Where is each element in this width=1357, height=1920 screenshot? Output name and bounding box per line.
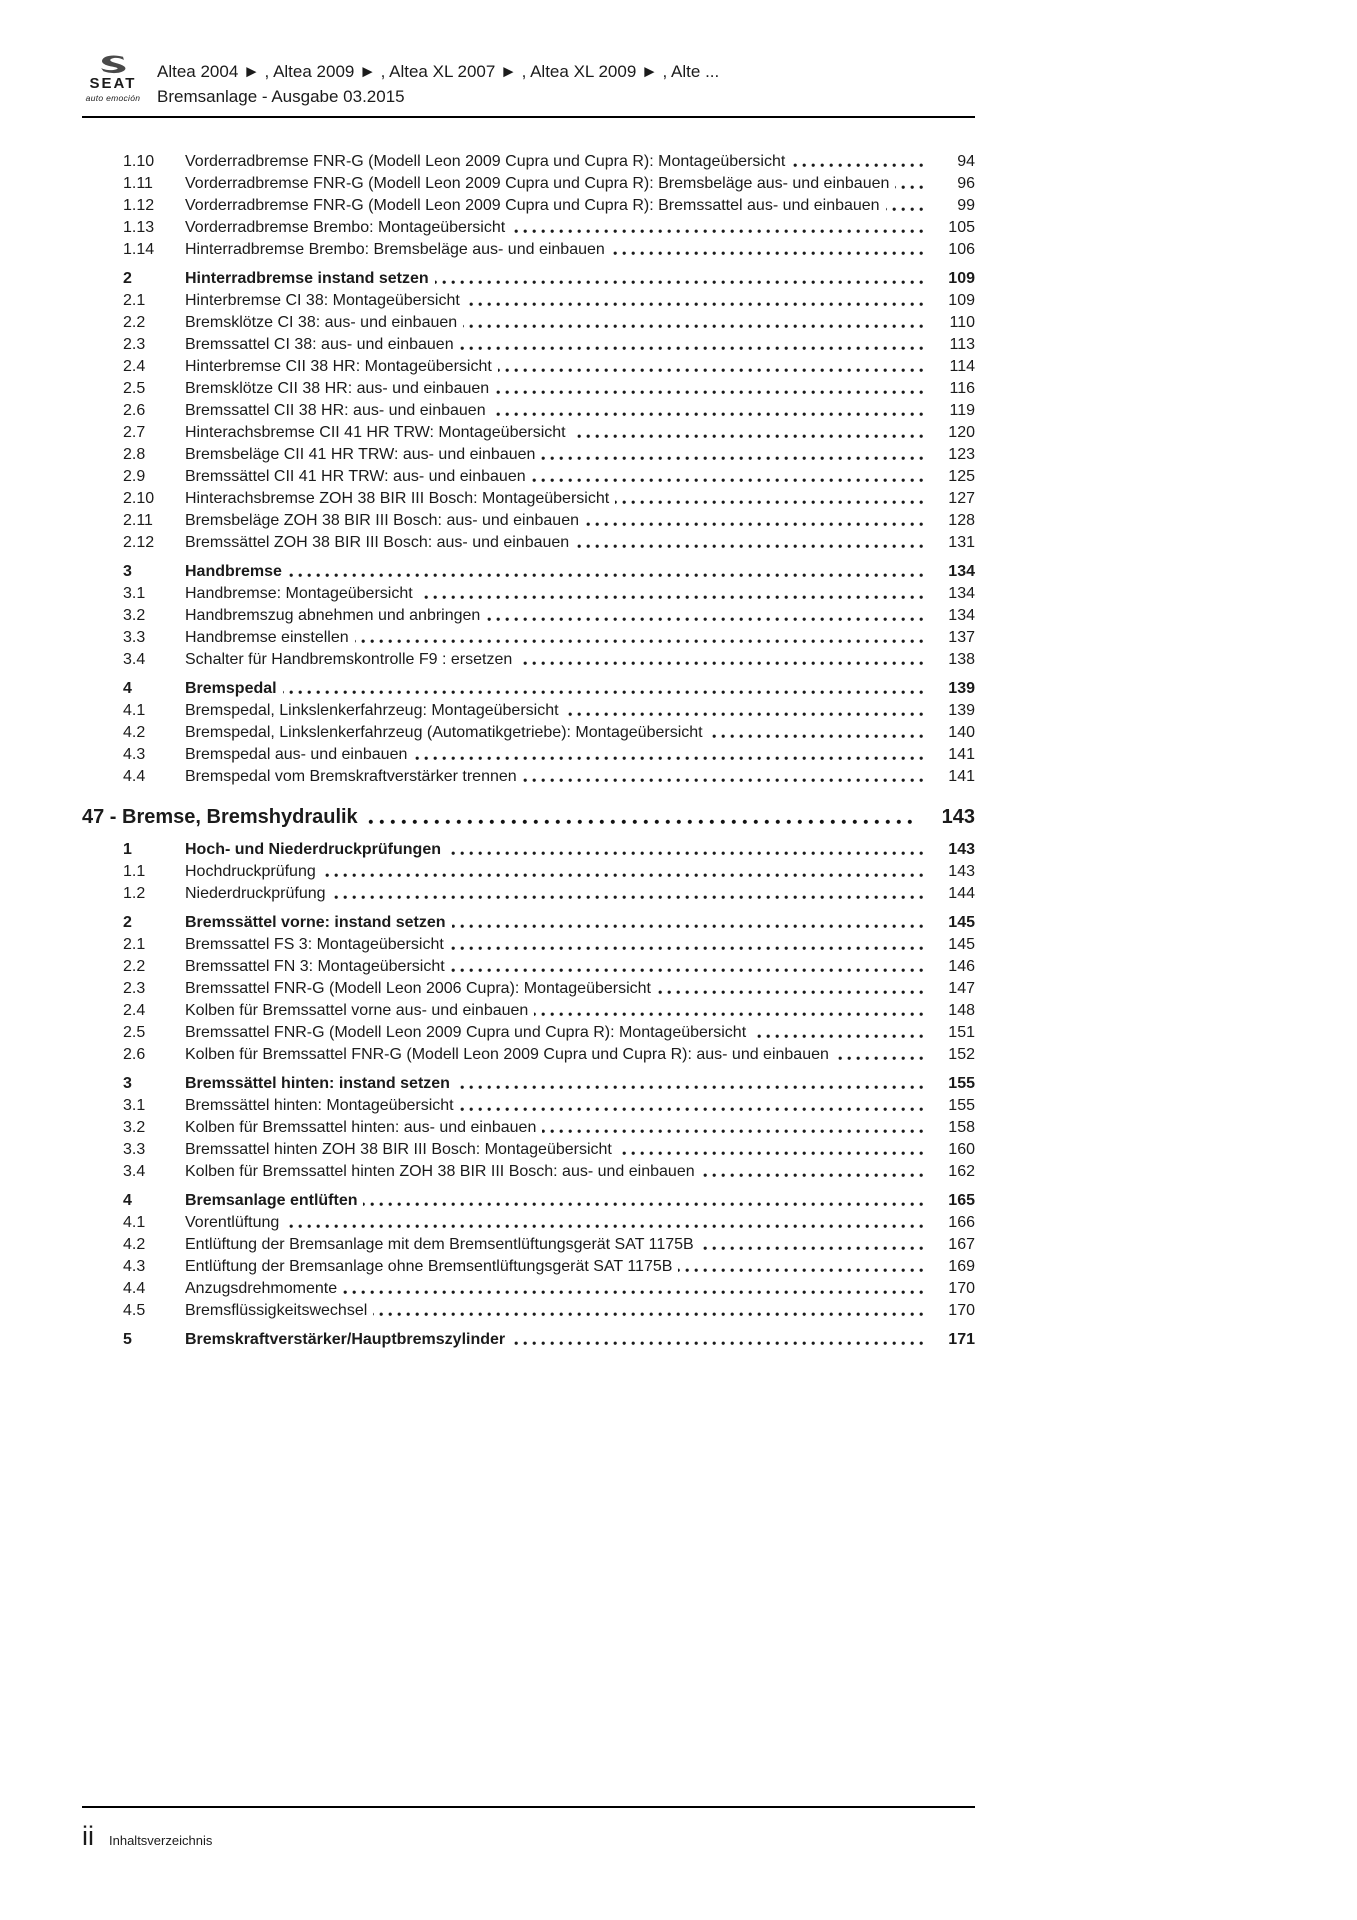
toc-entry-number: 3	[123, 561, 185, 583]
toc-entry-title: Hinterachsbremse CII 41 HR TRW: Montageübersicht	[185, 424, 572, 441]
toc-entry-page: 94	[923, 151, 975, 173]
toc-entry-title: Bremspedal vom Bremskraftverstärker trennen	[185, 768, 523, 785]
toc-entry-title-area	[185, 839, 923, 861]
toc-entry-number: 3.4	[123, 649, 185, 671]
toc-row	[82, 627, 975, 649]
toc-entry-title: Bremssättel hinten: instand setzen	[185, 1075, 456, 1092]
toc-entry-number: 2.2	[123, 312, 185, 334]
toc-entry-page: 131	[923, 532, 975, 554]
toc-entry-number: 1.14	[123, 239, 185, 261]
toc-row	[82, 934, 975, 956]
toc-entry-page: 170	[923, 1278, 975, 1300]
toc-entry-page: 144	[923, 883, 975, 905]
toc-entry-title-area	[185, 1300, 923, 1322]
toc-row	[82, 488, 975, 510]
toc-entry-page: 127	[923, 488, 975, 510]
toc-entry-number: 3.3	[123, 1139, 185, 1161]
toc-entry-title: Handbremszug abnehmen und anbringen	[185, 607, 486, 624]
toc-row	[82, 766, 975, 788]
toc-entry-title: Bremskraftverstärker/Hauptbremszylinder	[185, 1331, 511, 1348]
toc-entry-page: 162	[923, 1161, 975, 1183]
toc-entry-title-area	[185, 356, 923, 378]
toc-row	[82, 956, 975, 978]
toc-row	[82, 561, 975, 583]
toc-row	[82, 1161, 975, 1183]
toc-row	[82, 1256, 975, 1278]
toc-entry-title: Bremssattel FNR-G (Modell Leon 2006 Cupra): Montageübersicht	[185, 980, 657, 997]
toc-entry-number: 3.1	[123, 1095, 185, 1117]
toc-entry-title: Handbremse einstellen	[185, 629, 355, 646]
toc-entry-title: Kolben für Bremssattel hinten ZOH 38 BIR III Bosch: aus- und einbauen	[185, 1163, 701, 1180]
toc-entry-title: Bremssättel ZOH 38 BIR III Bosch: aus- und einbauen	[185, 534, 575, 551]
toc-entry-number: 2.5	[123, 1022, 185, 1044]
toc-entry-title-area	[185, 217, 923, 239]
footer-label: Inhaltsverzeichnis	[109, 1833, 213, 1848]
toc-row	[82, 912, 975, 934]
toc-row	[82, 1190, 975, 1212]
toc-entry-page: 128	[923, 510, 975, 532]
toc-entry-title: Bremsklötze CI 38: aus- und einbauen	[185, 314, 463, 331]
toc-row	[82, 400, 975, 422]
toc-entry-title: Bremsklötze CII 38 HR: aus- und einbauen	[185, 380, 495, 397]
toc-entry-title-area	[185, 1044, 923, 1066]
toc-entry-title: Bremssattel CII 38 HR: aus- und einbauen	[185, 402, 492, 419]
toc-entry-page: 114	[923, 356, 975, 378]
toc-entry-title-area	[185, 1073, 923, 1095]
toc-entry-title-area	[185, 956, 923, 978]
toc-entry-title: Bremssättel hinten: Montageübersicht	[185, 1097, 460, 1114]
seat-logo	[82, 54, 144, 103]
toc-entry-title: Hoch- und Niederdruckprüfungen	[185, 841, 447, 858]
toc-entry-page: 143	[917, 804, 975, 830]
toc-entry-title-area	[185, 195, 923, 217]
toc-entry-number: 1.2	[123, 883, 185, 905]
toc-entry-title-area	[185, 1095, 923, 1117]
toc-entry-number: 4.1	[123, 1212, 185, 1234]
toc-entry-title-area	[185, 744, 923, 766]
toc-entry-page: 169	[923, 1256, 975, 1278]
toc-entry-page: 109	[923, 268, 975, 290]
toc-entry-page: 119	[923, 400, 975, 422]
folio-page-number: ii	[82, 1821, 94, 1851]
page-content	[82, 0, 975, 1351]
toc-entry-page: 152	[923, 1044, 975, 1066]
toc-entry-page: 155	[923, 1095, 975, 1117]
toc-entry-page: 123	[923, 444, 975, 466]
toc-entry-title-area	[185, 378, 923, 400]
toc-entry-title: Bremspedal aus- und einbauen	[185, 746, 413, 763]
toc-entry-title-area	[185, 290, 923, 312]
toc-entry-number: 1.10	[123, 151, 185, 173]
toc-entry-number: 2.2	[123, 956, 185, 978]
toc-entry-number: 2.12	[123, 532, 185, 554]
toc-entry-number: 2.10	[123, 488, 185, 510]
header-text	[157, 54, 719, 109]
toc-entry-title: Kolben für Bremssattel vorne aus- und einbauen	[185, 1002, 534, 1019]
toc-row	[82, 217, 975, 239]
toc-entry-page: 109	[923, 290, 975, 312]
toc-row	[82, 151, 975, 173]
toc-entry-title-area	[82, 804, 917, 830]
toc-row	[82, 839, 975, 861]
toc-entry-title-area	[185, 1139, 923, 1161]
toc-entry-number: 3.2	[123, 605, 185, 627]
toc-entry-title: Bremssattel FNR-G (Modell Leon 2009 Cupra und Cupra R): Montageübersicht	[185, 1024, 752, 1041]
toc-entry-title: Vorderradbremse FNR-G (Modell Leon 2009 Cupra und Cupra R): Bremsbeläge aus- und einbauen	[185, 175, 895, 192]
toc-entry-title-area	[185, 912, 923, 934]
toc-entry-page: 96	[923, 173, 975, 195]
toc-entry-number: 4.4	[123, 1278, 185, 1300]
toc-entry-title: Bremssattel hinten ZOH 38 BIR III Bosch: Montageübersicht	[185, 1141, 618, 1158]
toc-entry-title: Handbremse	[185, 563, 288, 580]
toc-entry-page: 99	[923, 195, 975, 217]
toc-entry-title-area	[185, 883, 923, 905]
toc-entry-page: 138	[923, 649, 975, 671]
toc-entry-title-area	[185, 561, 923, 583]
toc-entry-page: 140	[923, 722, 975, 744]
toc-entry-title-area	[185, 312, 923, 334]
toc-row	[82, 268, 975, 290]
toc-entry-title-area	[185, 239, 923, 261]
toc-row	[82, 744, 975, 766]
toc-entry-number: 2.8	[123, 444, 185, 466]
toc-row	[82, 290, 975, 312]
toc-chapter-row	[82, 804, 975, 830]
toc-entry-page: 155	[923, 1073, 975, 1095]
toc-row	[82, 978, 975, 1000]
toc-row	[82, 334, 975, 356]
toc-row	[82, 1329, 975, 1351]
toc-entry-title: Vorderradbremse FNR-G (Modell Leon 2009 Cupra und Cupra R): Montageübersicht	[185, 153, 791, 170]
toc-entry-title: Entlüftung der Bremsanlage mit dem Bremsentlüftungsgerät SAT 1175B	[185, 1236, 700, 1253]
toc-row	[82, 466, 975, 488]
toc-entry-title: Entlüftung der Bremsanlage ohne Bremsentlüftungsgerät SAT 1175B	[185, 1258, 678, 1275]
toc-entry-page: 147	[923, 978, 975, 1000]
toc-entry-title-area	[185, 466, 923, 488]
toc-entry-number: 3.2	[123, 1117, 185, 1139]
toc-entry-number: 1.12	[123, 195, 185, 217]
toc-row	[82, 312, 975, 334]
toc-entry-title-area	[185, 422, 923, 444]
toc-row	[82, 883, 975, 905]
toc-entry-page: 105	[923, 217, 975, 239]
toc-entry-page: 171	[923, 1329, 975, 1351]
page-header	[82, 0, 975, 109]
toc-entry-title: Kolben für Bremssattel hinten: aus- und einbauen	[185, 1119, 542, 1136]
toc-row	[82, 700, 975, 722]
toc-entry-title-area	[185, 268, 923, 290]
seat-wordmark: SEAT	[89, 75, 137, 92]
toc-entry-number: 4.3	[123, 744, 185, 766]
toc-entry-title-area	[185, 173, 923, 195]
toc-entry-page: 134	[923, 583, 975, 605]
toc-row	[82, 422, 975, 444]
toc-row	[82, 239, 975, 261]
toc-entry-title: Bremsflüssigkeitswechsel	[185, 1302, 373, 1319]
toc-entry-title: Niederdruckprüfung	[185, 885, 332, 902]
toc-entry-number: 3.4	[123, 1161, 185, 1183]
toc-entry-number: 4.2	[123, 1234, 185, 1256]
toc-row	[82, 1117, 975, 1139]
toc-entry-title-area	[185, 334, 923, 356]
toc-entry-page: 137	[923, 627, 975, 649]
toc-row	[82, 173, 975, 195]
toc-list	[82, 151, 975, 1351]
toc-entry-page: 143	[923, 839, 975, 861]
toc-entry-title: Bremssättel vorne: instand setzen	[185, 914, 452, 931]
toc-row	[82, 356, 975, 378]
toc-entry-number: 3	[123, 1073, 185, 1095]
toc-entry-page: 116	[923, 378, 975, 400]
toc-entry-title-area	[185, 1117, 923, 1139]
toc-entry-number: 4.2	[123, 722, 185, 744]
toc-entry-page: 134	[923, 605, 975, 627]
toc-entry-number: 2.6	[123, 1044, 185, 1066]
toc-entry-title: Bremssattel FS 3: Montageübersicht	[185, 936, 450, 953]
toc-entry-title-area	[185, 151, 923, 173]
toc-entry-title: Hinterradbremse instand setzen	[185, 270, 435, 287]
toc-row	[82, 510, 975, 532]
toc-entry-number: 2.11	[123, 510, 185, 532]
toc-row	[82, 1212, 975, 1234]
toc-row	[82, 1073, 975, 1095]
toc-entry-title: Hinterbremse CI 38: Montageübersicht	[185, 292, 466, 309]
toc-entry-title: Bremssättel CII 41 HR TRW: aus- und einbauen	[185, 468, 532, 485]
toc-row	[82, 649, 975, 671]
toc-entry-number: 5	[123, 1329, 185, 1351]
toc-entry-number: 1.11	[123, 173, 185, 195]
footer-rule	[82, 1806, 975, 1808]
toc-row	[82, 583, 975, 605]
toc-entry-title-area	[185, 1329, 923, 1351]
toc-entry-number: 3.1	[123, 583, 185, 605]
toc-row	[82, 1095, 975, 1117]
toc-row	[82, 195, 975, 217]
toc-entry-number: 2.4	[123, 1000, 185, 1022]
toc-entry-title-area	[185, 488, 923, 510]
toc-row	[82, 444, 975, 466]
toc-entry-title-area	[185, 1278, 923, 1300]
toc-row	[82, 605, 975, 627]
toc-entry-page: 113	[923, 334, 975, 356]
toc-entry-title: Vorderradbremse FNR-G (Modell Leon 2009 Cupra und Cupra R): Bremssattel aus- und einbauen	[185, 197, 886, 214]
toc-entry-title-area	[185, 861, 923, 883]
toc-entry-title-area	[185, 627, 923, 649]
toc-entry-title-area	[185, 1256, 923, 1278]
toc-entry-number: 1	[123, 839, 185, 861]
toc-entry-number: 4	[123, 678, 185, 700]
toc-entry-page: 139	[923, 678, 975, 700]
toc-entry-page: 125	[923, 466, 975, 488]
toc-entry-number: 2.1	[123, 290, 185, 312]
toc-entry-page: 145	[923, 912, 975, 934]
toc-entry-title: Anzugsdrehmomente	[185, 1280, 343, 1297]
toc-entry-page: 120	[923, 422, 975, 444]
toc-row	[82, 722, 975, 744]
toc-entry-title-area	[185, 532, 923, 554]
toc-entry-title: Bremspedal, Linkslenkerfahrzeug: Montageübersicht	[185, 702, 565, 719]
toc-entry-number: 4.1	[123, 700, 185, 722]
toc-entry-page: 146	[923, 956, 975, 978]
header-rule	[82, 116, 975, 118]
toc-entry-number: 1.1	[123, 861, 185, 883]
toc-entry-title-area	[185, 678, 923, 700]
toc-entry-title: Hinterbremse CII 38 HR: Montageübersicht	[185, 358, 498, 375]
toc-entry-title-area	[185, 510, 923, 532]
page-footer	[82, 1820, 212, 1852]
toc-entry-page: 166	[923, 1212, 975, 1234]
toc-entry-title: Vorderradbremse Brembo: Montageübersicht	[185, 219, 511, 236]
toc-entry-title-area	[185, 766, 923, 788]
toc-entry-page: 151	[923, 1022, 975, 1044]
toc-entry-title-area	[185, 1212, 923, 1234]
toc-row	[82, 1044, 975, 1066]
toc-entry-title-area	[185, 400, 923, 422]
toc-row	[82, 861, 975, 883]
toc-entry-number: 4.4	[123, 766, 185, 788]
document-title-line: Bremsanlage - Ausgabe 03.2015	[157, 87, 405, 106]
toc-entry-title-area	[185, 605, 923, 627]
toc-entry-title: Hinterachsbremse ZOH 38 BIR III Bosch: Montageübersicht	[185, 490, 615, 507]
toc-entry-title: Bremspedal	[185, 680, 283, 697]
toc-entry-title: Bremsbeläge ZOH 38 BIR III Bosch: aus- und einbauen	[185, 512, 585, 529]
toc-entry-number: 2.3	[123, 978, 185, 1000]
toc-entry-page: 110	[923, 312, 975, 334]
toc-entry-number: 3.3	[123, 627, 185, 649]
toc-entry-number: 2.7	[123, 422, 185, 444]
toc-entry-title-area	[185, 722, 923, 744]
toc-entry-number: 2.4	[123, 356, 185, 378]
toc-entry-page: 160	[923, 1139, 975, 1161]
toc-entry-page: 158	[923, 1117, 975, 1139]
toc-entry-title: Bremssattel CI 38: aus- und einbauen	[185, 336, 460, 353]
toc-entry-page: 145	[923, 934, 975, 956]
toc-entry-title: Hochdruckprüfung	[185, 863, 322, 880]
toc-row	[82, 1300, 975, 1322]
toc-entry-page: 148	[923, 1000, 975, 1022]
toc-entry-title: Kolben für Bremssattel FNR-G (Modell Leon 2009 Cupra und Cupra R): aus- und einbauen	[185, 1046, 835, 1063]
toc-entry-title-area	[185, 978, 923, 1000]
toc-entry-page: 143	[923, 861, 975, 883]
toc-entry-page: 141	[923, 744, 975, 766]
toc-entry-number: 2	[123, 912, 185, 934]
toc-entry-title-area	[185, 934, 923, 956]
toc-entry-number: 4.3	[123, 1256, 185, 1278]
model-list-line: Altea 2004 ► , Altea 2009 ► , Altea XL 2007 ► , Altea XL 2009 ► , Alte ...	[157, 62, 720, 81]
seat-s-icon	[98, 54, 128, 74]
toc-entry-title: Bremsanlage entlüften	[185, 1192, 363, 1209]
toc-entry-number: 2.3	[123, 334, 185, 356]
toc-entry-title-area	[185, 1190, 923, 1212]
toc-row	[82, 532, 975, 554]
toc-row	[82, 678, 975, 700]
toc-entry-title: Schalter für Handbremskontrolle F9 : ersetzen	[185, 651, 518, 668]
toc-entry-title-area	[185, 1022, 923, 1044]
toc-entry-title-area	[185, 1161, 923, 1183]
toc-entry-number: 2.5	[123, 378, 185, 400]
toc-entry-title-area	[185, 700, 923, 722]
toc-row	[82, 378, 975, 400]
toc-entry-page: 165	[923, 1190, 975, 1212]
toc-entry-title-area	[185, 1234, 923, 1256]
toc-row	[82, 1234, 975, 1256]
toc-row	[82, 1139, 975, 1161]
toc-entry-title-area	[185, 583, 923, 605]
toc-entry-number: 2.9	[123, 466, 185, 488]
toc-entry-title: Hinterradbremse Brembo: Bremsbeläge aus- und einbauen	[185, 241, 611, 258]
toc-entry-page: 141	[923, 766, 975, 788]
toc-entry-title: Bremspedal, Linkslenkerfahrzeug (Automatikgetriebe): Montageübersicht	[185, 724, 709, 741]
toc-entry-page: 139	[923, 700, 975, 722]
toc-entry-title-area	[185, 649, 923, 671]
toc-entry-title: 47 - Bremse, Bremshydraulik	[82, 806, 364, 828]
toc-entry-title-area	[185, 444, 923, 466]
toc-entry-page: 134	[923, 561, 975, 583]
toc-entry-title: Handbremse: Montageübersicht	[185, 585, 419, 602]
toc-entry-page: 167	[923, 1234, 975, 1256]
toc-entry-page: 170	[923, 1300, 975, 1322]
seat-tagline: auto emoción	[85, 93, 141, 103]
toc-entry-title: Bremssattel FN 3: Montageübersicht	[185, 958, 451, 975]
toc-entry-number: 1.13	[123, 217, 185, 239]
toc-entry-number: 4	[123, 1190, 185, 1212]
toc-entry-number: 2.6	[123, 400, 185, 422]
toc-row	[82, 1278, 975, 1300]
toc-row	[82, 1000, 975, 1022]
toc-entry-page: 106	[923, 239, 975, 261]
toc-entry-title: Vorentlüftung	[185, 1214, 285, 1231]
toc-entry-title-area	[185, 1000, 923, 1022]
toc-entry-title: Bremsbeläge CII 41 HR TRW: aus- und einbauen	[185, 446, 541, 463]
toc-entry-number: 2.1	[123, 934, 185, 956]
toc-entry-number: 4.5	[123, 1300, 185, 1322]
toc-entry-number: 2	[123, 268, 185, 290]
toc-row	[82, 1022, 975, 1044]
